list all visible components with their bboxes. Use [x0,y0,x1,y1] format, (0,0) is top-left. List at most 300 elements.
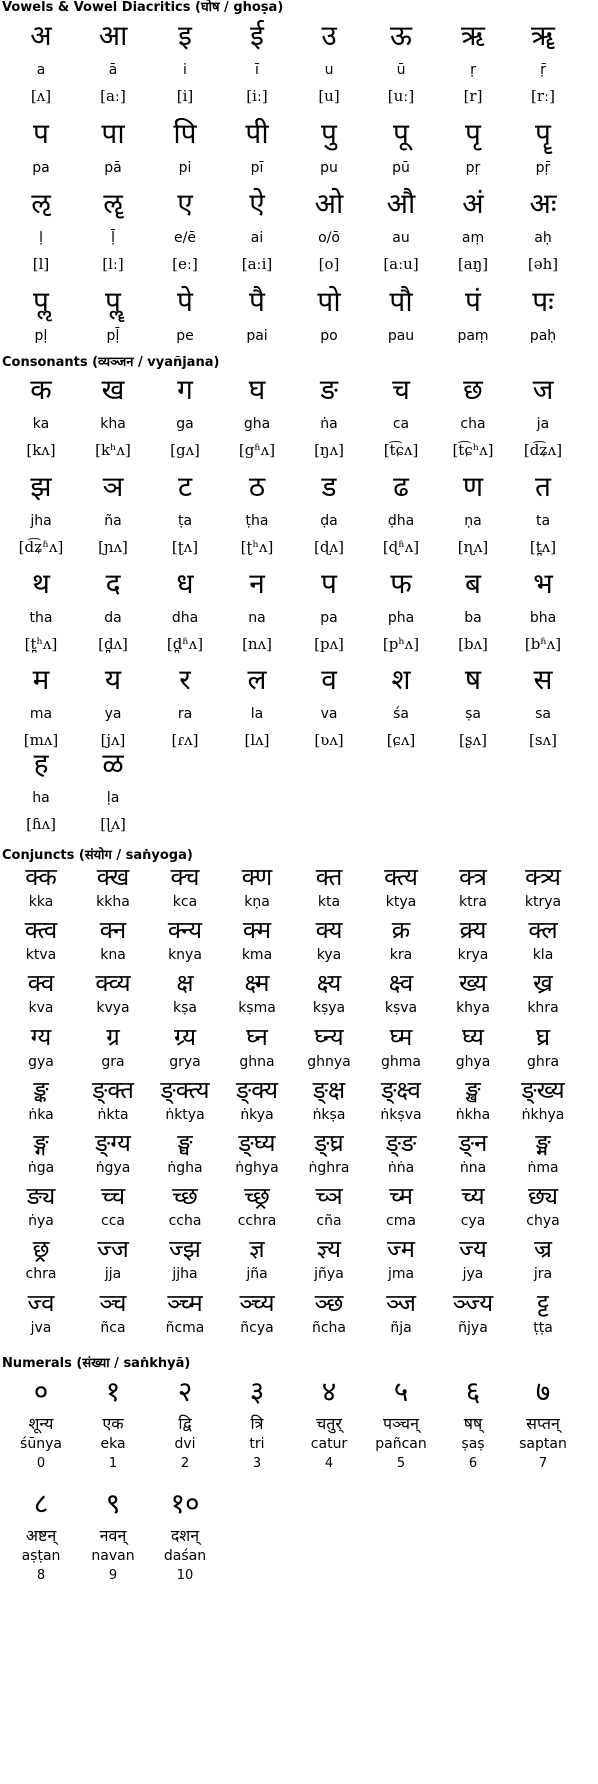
devanagari-glyph: ङ्न [458,1129,488,1157]
numeral-cell [438,1372,508,1480]
devanagari-glyph: ऋ [461,19,485,52]
ipa-transcription: [t͡ɕʰʌ] [452,441,494,459]
consonant-cell [294,658,364,754]
conjunct-cell [78,1074,148,1126]
consonant-cell [6,658,76,754]
devanagari-glyph: ङ्क [33,1075,49,1104]
conjunct-cell [6,1233,76,1285]
devanagari-glyph: क्त्र्य [525,863,561,891]
devanagari-glyph: ञ्ज [386,1288,416,1317]
romanization: ṅkta [97,1106,129,1123]
devanagari-glyph: अं [462,187,484,220]
romanization: eka [100,1436,126,1452]
consonant-cell [78,658,148,754]
romanization: i [183,62,187,78]
romanization: kṣa [173,1000,197,1017]
consonant-cell [294,368,364,464]
devanagari-glyph: ङ्क्ष [312,1075,346,1104]
devanagari-glyph: घ्म [389,1022,413,1051]
romanization: ktva [25,947,57,964]
devanagari-glyph: इ [178,19,192,52]
conjunct-cell [6,1127,76,1179]
devanagari-glyph: ङ्क्त [92,1075,134,1104]
romanization: ṛ [470,62,476,78]
devanagari-glyph: पा [101,117,125,150]
vowel-cell [78,280,148,346]
vowel-cell [438,112,508,178]
romanization: ṅkha [455,1106,491,1123]
devanagari-numeral: ६ [465,1375,481,1408]
romanization: ḹ [110,230,116,246]
devanagari-glyph: घ्य [462,1022,484,1051]
ipa-transcription: [əh] [527,255,559,273]
numeral-cell [78,1372,148,1480]
romanization: pā [104,160,122,176]
devanagari-numeral: ० [33,1375,49,1408]
conjunct-cell [508,1127,578,1179]
romanization: ṅga [27,1160,55,1176]
ipa-transcription: [ʈʌ] [171,538,199,556]
romanization: dha [171,610,199,626]
numeral-word: सप्तन् [526,1414,560,1433]
ipa-transcription: [ʌ] [30,87,52,105]
devanagari-glyph: ह [33,747,49,780]
devanagari-glyph: त [535,470,551,503]
romanization: kṣma [238,1000,276,1017]
vowel-cell [222,280,292,346]
devanagari-glyph: ष [464,663,482,696]
conjunct-cell [438,914,508,966]
devanagari-glyph: क्ष्म [244,969,270,998]
romanization: ai [250,230,264,246]
devanagari-glyph: ळ [102,747,124,780]
romanization: knya [168,947,202,964]
consonant-cell [78,368,148,464]
conjunct-cell [222,1127,292,1179]
consonant-cell [222,465,292,561]
conjunct-cell [222,1180,292,1232]
devanagari-glyph: ङ्क्य [235,1075,279,1104]
conjunct-cell [150,1074,220,1126]
devanagari-glyph: ग्र [106,1022,120,1051]
devanagari-glyph: क्च [170,863,200,891]
conjunct-cell [438,1021,508,1073]
conjunct-cell [438,1180,508,1232]
ipa-transcription: [bʱʌ] [524,635,562,653]
consonant-cell [222,368,292,464]
conjunct-cell [438,1074,508,1126]
devanagari-glyph: ढ [393,470,409,503]
devanagari-glyph: क्व्य [95,969,131,998]
vowel-cell [6,182,76,278]
devanagari-glyph: व [321,663,337,696]
romanization: grya [169,1053,201,1070]
conjunct-cell [78,861,148,913]
romanization: ṣaṣ [461,1436,485,1452]
devanagari-glyph: म [32,663,50,696]
romanization: ja [536,416,550,432]
romanization: pṛ [465,160,481,176]
romanization: ghra [526,1053,560,1070]
romanization: jha [30,513,52,529]
romanization: pai [246,328,268,344]
ipa-transcription: [iː] [246,87,268,105]
romanization: kca [172,894,198,910]
consonant-cell [366,658,436,754]
romanization: cca [101,1213,125,1230]
devanagari-glyph: ख्र [533,969,553,998]
conjunct-cell [508,1074,578,1126]
numeral-cell [6,1484,76,1592]
arabic-numeral: 3 [252,1456,262,1471]
devanagari-glyph: ऊ [390,19,412,52]
romanization: jra [533,1266,553,1283]
romanization: ṅghya [235,1160,279,1176]
conjunct-cell [508,1233,578,1285]
romanization: jña [246,1266,268,1283]
conjunct-cell [150,1180,220,1232]
devanagari-glyph: य [104,663,122,696]
romanization: ṅka [28,1106,54,1123]
numeral-word: चतुर् [316,1414,342,1433]
consonant-cell [294,562,364,658]
arabic-numeral: 4 [324,1456,334,1471]
vowel-cell [222,14,292,110]
devanagari-glyph: थ [32,567,50,600]
devanagari-glyph: घ [248,373,266,406]
romanization: ṭṭa [533,1319,553,1336]
devanagari-glyph: क्ख [96,863,130,891]
romanization: la [250,706,264,722]
conjunct-cell [222,861,292,913]
vowel-cell [366,280,436,346]
romanization: ktrya [524,894,562,910]
consonant-cell [6,465,76,561]
devanagari-glyph: ब [465,567,481,600]
romanization: navan [91,1548,135,1564]
consonant-cell [508,658,578,754]
numeral-word: त्रि [250,1414,264,1433]
romanization: ñcya [240,1319,274,1336]
devanagari-glyph: ज्झ [169,1235,201,1264]
devanagari-glyph: ऌ [31,187,51,220]
ipa-transcription: [ɕʌ] [386,731,416,749]
romanization: kna [100,947,126,964]
devanagari-glyph: आ [98,19,128,52]
devanagari-glyph: ण [462,470,484,503]
devanagari-glyph: क्व [27,969,55,998]
numeral-word: अष्टन् [25,1526,57,1545]
conjunct-cell [508,1021,578,1073]
romanization: cya [460,1213,486,1230]
romanization: cña [316,1213,342,1230]
ipa-transcription: [gʱʌ] [238,441,276,459]
romanization: ṅṅa [387,1160,415,1176]
devanagari-glyph: ज्ज [97,1235,129,1264]
devanagari-glyph: ज्व [27,1288,55,1317]
romanization: ṇa [464,513,482,529]
romanization: chra [25,1266,57,1283]
romanization: o/ō [318,230,340,246]
romanization: chya [526,1213,560,1230]
conjunct-cell [438,967,508,1019]
devanagari-glyph: क्न्य [167,916,203,945]
ipa-transcription: [o] [318,255,340,273]
devanagari-glyph: क्त्व [24,916,58,945]
conjunct-cell [508,967,578,1019]
romanization: śūnya [20,1436,62,1452]
consonant-cell [6,562,76,658]
romanization: da [104,610,122,626]
romanization: ū [396,62,406,78]
devanagari-glyph: क्क [25,863,57,891]
devanagari-glyph: भ [533,567,553,600]
ipa-transcription: [d̪ʱʌ] [166,635,204,653]
consonant-cell [78,742,148,838]
devanagari-glyph: ङ्घ्य [238,1129,276,1157]
conjunct-cell [222,1233,292,1285]
devanagari-glyph: ख्य [459,969,487,998]
romanization: ka [32,416,50,432]
romanization: pañcan [375,1436,427,1452]
ipa-transcription: [l] [32,255,50,273]
devanagari-glyph: ङ्ग [33,1129,49,1157]
romanization: aṃ [461,230,485,246]
arabic-numeral: 9 [108,1568,118,1583]
devanagari-glyph: ञ्छ [314,1288,344,1317]
arabic-numeral: 1 [108,1456,118,1471]
conjunct-cell [222,914,292,966]
devanagari-glyph: पु [321,117,337,150]
romanization: ñcma [165,1319,205,1336]
ipa-transcription: [ɾʌ] [171,731,199,749]
conjunct-cell [6,1180,76,1232]
devanagari-numeral: ८ [33,1487,49,1520]
conjunct-cell [150,1287,220,1339]
ipa-transcription: [ʋʌ] [314,731,344,749]
conjunct-cell [150,914,220,966]
vowel-cell [150,14,220,110]
ipa-transcription: [t̪ʌ] [529,538,557,556]
romanization: khya [456,1000,490,1017]
vowel-cell [6,112,76,178]
conjunct-cell [222,967,292,1019]
devanagari-glyph: क्न [99,916,127,945]
romanization: ba [464,610,482,626]
conjunct-cell [222,1021,292,1073]
conjunct-cell [508,914,578,966]
ipa-transcription: [d̪ʌ] [98,635,128,653]
devanagari-glyph: ङ्घ [177,1129,193,1157]
consonant-cell [438,658,508,754]
conjunct-cell [294,967,364,1019]
romanization: jñya [314,1266,344,1283]
romanization: aṣṭan [21,1548,61,1564]
consonant-cell [150,562,220,658]
devanagari-glyph: च्म [389,1182,413,1211]
conjunct-cell [294,914,364,966]
romanization: a [36,62,46,78]
devanagari-glyph: घ्र [535,1022,551,1051]
ipa-transcription: [gʌ] [170,441,200,459]
ipa-transcription: [t̪ʰʌ] [24,635,58,653]
romanization: pi [178,160,192,176]
devanagari-glyph: क्ष्व [388,969,414,998]
devanagari-glyph: ज्य [459,1235,487,1264]
devanagari-glyph: क्र्य [459,916,487,945]
devanagari-glyph: क्त्य [384,863,418,891]
consonant-cell [150,465,220,561]
numeral-cell [78,1484,148,1592]
consonant-cell [222,658,292,754]
devanagari-glyph: ङ्घ्र [314,1129,344,1157]
vowel-cell [366,14,436,110]
numeral-cell [222,1372,292,1480]
devanagari-glyph: क्ल [528,916,558,945]
romanization: ṣa [465,706,481,722]
devanagari-glyph: द [105,567,121,600]
romanization: kla [532,947,554,964]
devanagari-glyph: क्ष्य [316,969,342,998]
devanagari-numeral: १ [105,1375,121,1408]
devanagari-numeral: ९ [105,1487,121,1520]
romanization: sa [535,706,551,722]
vowel-cell [508,112,578,178]
romanization: ṭa [177,513,193,529]
devanagari-glyph: पे [177,285,193,318]
devanagari-glyph: झ [30,470,52,503]
romanization: ktya [385,894,417,910]
vowel-cell [150,182,220,278]
ipa-transcription: [nʌ] [242,635,272,653]
devanagari-glyph: ज [532,373,554,406]
numeral-word: पञ्चन् [383,1414,419,1433]
romanization: ṅya [28,1213,54,1230]
romanization: gha [243,416,271,432]
romanization: ṭha [245,513,269,529]
conjunct-cell [366,1233,436,1285]
devanagari-glyph: फ [390,567,412,600]
conjunct-cell [150,1021,220,1073]
conjunct-cell [294,1127,364,1179]
devanagari-glyph: पः [532,285,554,318]
romanization: ḍha [387,513,415,529]
consonant-cell [294,465,364,561]
conjunct-cell [366,861,436,913]
ipa-transcription: [aːu] [383,255,419,273]
devanagari-glyph: ङ्ग्य [95,1129,131,1157]
vowel-cell [508,182,578,278]
numeral-word: शून्य [28,1414,54,1433]
devanagari-glyph: पि [173,117,197,150]
romanization: kkha [96,894,130,910]
devanagari-numeral: ३ [249,1375,265,1408]
romanization: pū [392,160,410,176]
romanization: ṅkhya [521,1106,565,1123]
devanagari-glyph: ज्म [386,1235,416,1264]
conjunct-cell [508,1287,578,1339]
ipa-transcription: [ɖʌ] [314,538,344,556]
romanization: ṅkṣa [312,1106,346,1123]
devanagari-glyph: छ्य [527,1182,559,1211]
devanagari-glyph: ङ्ङ [385,1129,417,1157]
ipa-transcription: [ʈʰʌ] [240,538,274,556]
devanagari-glyph: क्त [315,863,343,891]
romanization: ḍa [320,513,338,529]
devanagari-glyph: क्म [242,916,272,945]
ipa-transcription: [t͡ɕʌ] [383,441,419,459]
vowel-cell [222,182,292,278]
numeral-word: षष् [463,1414,483,1433]
ipa-transcription: [rː] [531,87,555,105]
romanization: po [320,328,338,344]
conjunct-cell [508,861,578,913]
romanization: ḷ [38,230,44,246]
devanagari-glyph: घ्न्य [314,1022,344,1051]
section-heading: Conjuncts (संयोग / saṅyoga) [2,848,193,863]
romanization: pu [320,160,338,176]
devanagari-glyph: च्छ्र [244,1182,270,1211]
devanagari-glyph: ङ्क्ष्व [381,1075,421,1104]
vowel-cell [508,280,578,346]
romanization: ṅkya [240,1106,274,1123]
romanization: u [324,62,334,78]
vowel-cell [150,280,220,346]
devanagari-glyph: घ्न [246,1022,268,1051]
romanization: kṣya [312,1000,346,1017]
arabic-numeral: 8 [36,1568,46,1583]
romanization: pḹ [106,328,120,344]
ipa-transcription: [aːi] [241,255,273,273]
romanization: va [320,706,338,722]
romanization: ṝ [540,62,546,78]
romanization: gra [101,1053,125,1070]
romanization: au [392,230,410,246]
numeral-cell [150,1484,220,1592]
devanagari-glyph: क्ण [241,863,273,891]
ipa-transcription: [ɦʌ] [26,815,56,833]
conjunct-cell [366,1074,436,1126]
conjunct-cell [6,1021,76,1073]
romanization: gya [28,1053,54,1070]
romanization: na [248,610,266,626]
romanization: ghna [239,1053,275,1070]
numeral-cell [294,1372,364,1480]
conjunct-cell [6,1287,76,1339]
vowel-cell [438,182,508,278]
devanagari-glyph: क [30,373,52,406]
devanagari-glyph: पो [317,285,341,318]
romanization: jja [104,1266,122,1283]
romanization: aḥ [534,230,552,246]
romanization: ṅna [459,1160,487,1176]
devanagari-glyph: न [249,567,265,600]
conjunct-cell [366,914,436,966]
vowel-cell [366,182,436,278]
conjunct-cell [438,1287,508,1339]
conjunct-cell [438,1127,508,1179]
ipa-transcription: [ɲʌ] [98,538,128,556]
devanagari-glyph: औ [386,187,416,220]
devanagari-glyph: ऐ [249,187,265,220]
romanization: ya [104,706,122,722]
vowel-cell [78,182,148,278]
devanagari-glyph: ङ्ख्य [521,1075,565,1104]
romanization: pe [176,328,194,344]
vowel-cell [294,112,364,178]
devanagari-glyph: पॄ [535,117,551,150]
devanagari-glyph: पू [393,117,409,150]
